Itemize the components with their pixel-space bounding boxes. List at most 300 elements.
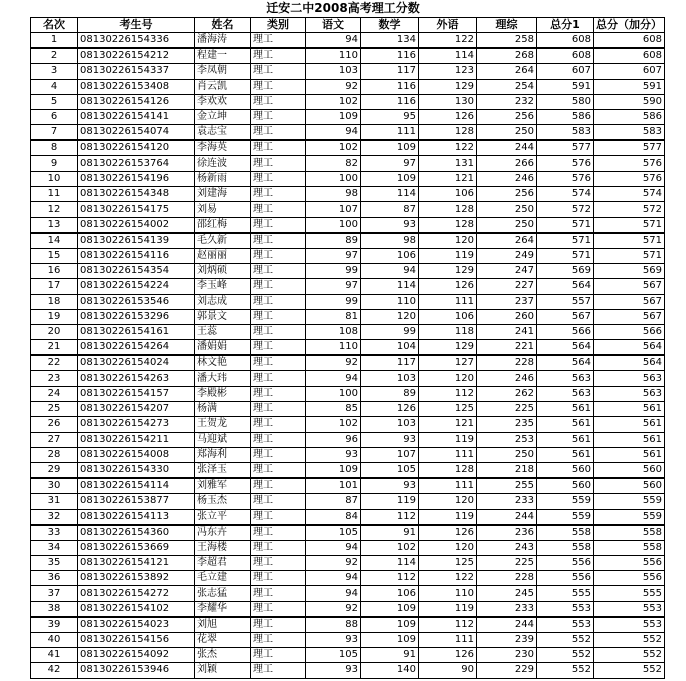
- exam-id-cell[interactable]: 08130226154360: [78, 525, 195, 541]
- science-cell[interactable]: 250: [477, 125, 537, 141]
- exam-id-cell[interactable]: 08130226154008: [78, 447, 195, 462]
- science-cell[interactable]: 244: [477, 617, 537, 633]
- name-cell[interactable]: 张立平: [195, 509, 251, 525]
- exam-id-cell[interactable]: 08130226154157: [78, 386, 195, 401]
- math-cell[interactable]: 109: [361, 601, 419, 617]
- science-cell[interactable]: 250: [477, 217, 537, 233]
- math-cell[interactable]: 103: [361, 417, 419, 432]
- total1-cell[interactable]: 558: [537, 540, 594, 555]
- total1-cell[interactable]: 559: [537, 509, 594, 525]
- exam-id-cell[interactable]: 08130226154348: [78, 187, 195, 202]
- math-cell[interactable]: 116: [361, 94, 419, 109]
- total-bonus-cell[interactable]: 608: [594, 48, 665, 64]
- science-cell[interactable]: 256: [477, 187, 537, 202]
- name-cell[interactable]: 张杰: [195, 648, 251, 663]
- foreign-language-cell[interactable]: 122: [419, 140, 477, 156]
- exam-id-cell[interactable]: 08130226154114: [78, 478, 195, 494]
- total1-cell[interactable]: 572: [537, 202, 594, 217]
- header-chinese[interactable]: 语文: [306, 18, 361, 33]
- math-cell[interactable]: 87: [361, 202, 419, 217]
- science-cell[interactable]: 227: [477, 279, 537, 294]
- total-bonus-cell[interactable]: 552: [594, 663, 665, 678]
- exam-id-cell[interactable]: 08130226154161: [78, 325, 195, 340]
- name-cell[interactable]: 李玉峰: [195, 279, 251, 294]
- science-cell[interactable]: 253: [477, 432, 537, 447]
- chinese-cell[interactable]: 92: [306, 555, 361, 570]
- math-cell[interactable]: 117: [361, 355, 419, 371]
- chinese-cell[interactable]: 92: [306, 601, 361, 617]
- chinese-cell[interactable]: 94: [306, 586, 361, 601]
- foreign-language-cell[interactable]: 129: [419, 340, 477, 356]
- foreign-language-cell[interactable]: 111: [419, 447, 477, 462]
- name-cell[interactable]: 林文艳: [195, 355, 251, 371]
- name-cell[interactable]: 刘志成: [195, 294, 251, 309]
- exam-id-cell[interactable]: 08130226154336: [78, 33, 195, 49]
- chinese-cell[interactable]: 103: [306, 64, 361, 79]
- header-total-bonus[interactable]: 总分（加分）: [594, 18, 665, 33]
- name-cell[interactable]: 李超君: [195, 555, 251, 570]
- chinese-cell[interactable]: 93: [306, 632, 361, 647]
- rank-cell[interactable]: 9: [31, 156, 78, 171]
- exam-id-cell[interactable]: 08130226153892: [78, 571, 195, 586]
- science-cell[interactable]: 225: [477, 555, 537, 570]
- chinese-cell[interactable]: 107: [306, 202, 361, 217]
- chinese-cell[interactable]: 99: [306, 263, 361, 278]
- total1-cell[interactable]: 608: [537, 33, 594, 49]
- foreign-language-cell[interactable]: 131: [419, 156, 477, 171]
- category-cell[interactable]: 理工: [251, 494, 306, 509]
- name-cell[interactable]: 郑海利: [195, 447, 251, 462]
- total-bonus-cell[interactable]: 577: [594, 140, 665, 156]
- category-cell[interactable]: 理工: [251, 140, 306, 156]
- rank-cell[interactable]: 4: [31, 79, 78, 94]
- total1-cell[interactable]: 556: [537, 555, 594, 570]
- rank-cell[interactable]: 42: [31, 663, 78, 678]
- math-cell[interactable]: 89: [361, 386, 419, 401]
- exam-id-cell[interactable]: 08130226154207: [78, 402, 195, 417]
- science-cell[interactable]: 233: [477, 494, 537, 509]
- science-cell[interactable]: 239: [477, 632, 537, 647]
- science-cell[interactable]: 268: [477, 48, 537, 64]
- science-cell[interactable]: 221: [477, 340, 537, 356]
- total-bonus-cell[interactable]: 571: [594, 217, 665, 233]
- total-bonus-cell[interactable]: 607: [594, 64, 665, 79]
- name-cell[interactable]: 花翠: [195, 632, 251, 647]
- science-cell[interactable]: 244: [477, 509, 537, 525]
- foreign-language-cell[interactable]: 114: [419, 48, 477, 64]
- chinese-cell[interactable]: 97: [306, 279, 361, 294]
- exam-id-cell[interactable]: 08130226153296: [78, 309, 195, 324]
- total1-cell[interactable]: 561: [537, 447, 594, 462]
- chinese-cell[interactable]: 97: [306, 248, 361, 263]
- chinese-cell[interactable]: 102: [306, 140, 361, 156]
- total-bonus-cell[interactable]: 590: [594, 94, 665, 109]
- name-cell[interactable]: 张泽玉: [195, 463, 251, 479]
- rank-cell[interactable]: 2: [31, 48, 78, 64]
- science-cell[interactable]: 264: [477, 64, 537, 79]
- category-cell[interactable]: 理工: [251, 340, 306, 356]
- exam-id-cell[interactable]: 08130226154211: [78, 432, 195, 447]
- total-bonus-cell[interactable]: 556: [594, 571, 665, 586]
- rank-cell[interactable]: 15: [31, 248, 78, 263]
- total1-cell[interactable]: 577: [537, 140, 594, 156]
- math-cell[interactable]: 110: [361, 294, 419, 309]
- rank-cell[interactable]: 13: [31, 217, 78, 233]
- exam-id-cell[interactable]: 08130226154212: [78, 48, 195, 64]
- foreign-language-cell[interactable]: 128: [419, 202, 477, 217]
- category-cell[interactable]: 理工: [251, 325, 306, 340]
- math-cell[interactable]: 103: [361, 371, 419, 386]
- science-cell[interactable]: 260: [477, 309, 537, 324]
- name-cell[interactable]: 冯东卉: [195, 525, 251, 541]
- foreign-language-cell[interactable]: 128: [419, 125, 477, 141]
- category-cell[interactable]: 理工: [251, 509, 306, 525]
- category-cell[interactable]: 理工: [251, 79, 306, 94]
- exam-id-cell[interactable]: 08130226154175: [78, 202, 195, 217]
- science-cell[interactable]: 266: [477, 156, 537, 171]
- exam-id-cell[interactable]: 08130226154272: [78, 586, 195, 601]
- name-cell[interactable]: 潘娟娟: [195, 340, 251, 356]
- math-cell[interactable]: 98: [361, 233, 419, 249]
- math-cell[interactable]: 112: [361, 509, 419, 525]
- rank-cell[interactable]: 26: [31, 417, 78, 432]
- chinese-cell[interactable]: 92: [306, 79, 361, 94]
- exam-id-cell[interactable]: 08130226154024: [78, 355, 195, 371]
- foreign-language-cell[interactable]: 120: [419, 494, 477, 509]
- total1-cell[interactable]: 571: [537, 248, 594, 263]
- math-cell[interactable]: 107: [361, 447, 419, 462]
- exam-id-cell[interactable]: 08130226154156: [78, 632, 195, 647]
- total1-cell[interactable]: 576: [537, 156, 594, 171]
- total1-cell[interactable]: 555: [537, 586, 594, 601]
- exam-id-cell[interactable]: 08130226153946: [78, 663, 195, 678]
- foreign-language-cell[interactable]: 128: [419, 217, 477, 233]
- total-bonus-cell[interactable]: 558: [594, 540, 665, 555]
- name-cell[interactable]: 刘炳硕: [195, 263, 251, 278]
- total-bonus-cell[interactable]: 586: [594, 110, 665, 125]
- foreign-language-cell[interactable]: 126: [419, 525, 477, 541]
- science-cell[interactable]: 246: [477, 371, 537, 386]
- total-bonus-cell[interactable]: 576: [594, 171, 665, 186]
- foreign-language-cell[interactable]: 111: [419, 632, 477, 647]
- total-bonus-cell[interactable]: 564: [594, 340, 665, 356]
- exam-id-cell[interactable]: 08130226154113: [78, 509, 195, 525]
- total1-cell[interactable]: 607: [537, 64, 594, 79]
- name-cell[interactable]: 刘旭: [195, 617, 251, 633]
- header-foreign-language[interactable]: 外语: [419, 18, 477, 33]
- total1-cell[interactable]: 563: [537, 386, 594, 401]
- name-cell[interactable]: 李海英: [195, 140, 251, 156]
- science-cell[interactable]: 245: [477, 586, 537, 601]
- total1-cell[interactable]: 552: [537, 632, 594, 647]
- total-bonus-cell[interactable]: 583: [594, 125, 665, 141]
- rank-cell[interactable]: 33: [31, 525, 78, 541]
- total1-cell[interactable]: 567: [537, 309, 594, 324]
- rank-cell[interactable]: 19: [31, 309, 78, 324]
- name-cell[interactable]: 李欢欢: [195, 94, 251, 109]
- name-cell[interactable]: 金立坤: [195, 110, 251, 125]
- total1-cell[interactable]: 564: [537, 279, 594, 294]
- exam-id-cell[interactable]: 08130226154141: [78, 110, 195, 125]
- name-cell[interactable]: 张志猛: [195, 586, 251, 601]
- math-cell[interactable]: 93: [361, 432, 419, 447]
- total-bonus-cell[interactable]: 571: [594, 233, 665, 249]
- foreign-language-cell[interactable]: 127: [419, 355, 477, 371]
- category-cell[interactable]: 理工: [251, 233, 306, 249]
- category-cell[interactable]: 理工: [251, 279, 306, 294]
- math-cell[interactable]: 109: [361, 617, 419, 633]
- total1-cell[interactable]: 580: [537, 94, 594, 109]
- chinese-cell[interactable]: 109: [306, 110, 361, 125]
- rank-cell[interactable]: 34: [31, 540, 78, 555]
- science-cell[interactable]: 235: [477, 417, 537, 432]
- category-cell[interactable]: 理工: [251, 663, 306, 678]
- rank-cell[interactable]: 28: [31, 447, 78, 462]
- rank-cell[interactable]: 17: [31, 279, 78, 294]
- total-bonus-cell[interactable]: 559: [594, 494, 665, 509]
- rank-cell[interactable]: 40: [31, 632, 78, 647]
- total1-cell[interactable]: 571: [537, 233, 594, 249]
- total-bonus-cell[interactable]: 563: [594, 386, 665, 401]
- math-cell[interactable]: 116: [361, 79, 419, 94]
- foreign-language-cell[interactable]: 122: [419, 33, 477, 49]
- total1-cell[interactable]: 552: [537, 648, 594, 663]
- category-cell[interactable]: 理工: [251, 156, 306, 171]
- foreign-language-cell[interactable]: 121: [419, 171, 477, 186]
- math-cell[interactable]: 109: [361, 632, 419, 647]
- category-cell[interactable]: 理工: [251, 202, 306, 217]
- total-bonus-cell[interactable]: 574: [594, 187, 665, 202]
- chinese-cell[interactable]: 94: [306, 371, 361, 386]
- category-cell[interactable]: 理工: [251, 94, 306, 109]
- chinese-cell[interactable]: 81: [306, 309, 361, 324]
- category-cell[interactable]: 理工: [251, 463, 306, 479]
- rank-cell[interactable]: 3: [31, 64, 78, 79]
- foreign-language-cell[interactable]: 106: [419, 309, 477, 324]
- rank-cell[interactable]: 10: [31, 171, 78, 186]
- category-cell[interactable]: 理工: [251, 571, 306, 586]
- chinese-cell[interactable]: 98: [306, 187, 361, 202]
- foreign-language-cell[interactable]: 129: [419, 79, 477, 94]
- rank-cell[interactable]: 22: [31, 355, 78, 371]
- category-cell[interactable]: 理工: [251, 555, 306, 570]
- foreign-language-cell[interactable]: 125: [419, 402, 477, 417]
- science-cell[interactable]: 258: [477, 33, 537, 49]
- name-cell[interactable]: 王海楼: [195, 540, 251, 555]
- category-cell[interactable]: 理工: [251, 110, 306, 125]
- total1-cell[interactable]: 558: [537, 525, 594, 541]
- math-cell[interactable]: 91: [361, 525, 419, 541]
- chinese-cell[interactable]: 109: [306, 463, 361, 479]
- exam-id-cell[interactable]: 08130226154023: [78, 617, 195, 633]
- math-cell[interactable]: 97: [361, 156, 419, 171]
- category-cell[interactable]: 理工: [251, 586, 306, 601]
- rank-cell[interactable]: 27: [31, 432, 78, 447]
- name-cell[interactable]: 刘雅军: [195, 478, 251, 494]
- chinese-cell[interactable]: 100: [306, 217, 361, 233]
- math-cell[interactable]: 99: [361, 325, 419, 340]
- rank-cell[interactable]: 41: [31, 648, 78, 663]
- rank-cell[interactable]: 32: [31, 509, 78, 525]
- science-cell[interactable]: 241: [477, 325, 537, 340]
- total-bonus-cell[interactable]: 572: [594, 202, 665, 217]
- math-cell[interactable]: 120: [361, 309, 419, 324]
- category-cell[interactable]: 理工: [251, 33, 306, 49]
- math-cell[interactable]: 114: [361, 187, 419, 202]
- total-bonus-cell[interactable]: 571: [594, 248, 665, 263]
- total1-cell[interactable]: 561: [537, 417, 594, 432]
- foreign-language-cell[interactable]: 128: [419, 463, 477, 479]
- foreign-language-cell[interactable]: 120: [419, 233, 477, 249]
- category-cell[interactable]: 理工: [251, 540, 306, 555]
- total1-cell[interactable]: 559: [537, 494, 594, 509]
- chinese-cell[interactable]: 105: [306, 525, 361, 541]
- science-cell[interactable]: 249: [477, 248, 537, 263]
- total1-cell[interactable]: 552: [537, 663, 594, 678]
- total-bonus-cell[interactable]: 561: [594, 447, 665, 462]
- name-cell[interactable]: 毛立建: [195, 571, 251, 586]
- math-cell[interactable]: 114: [361, 279, 419, 294]
- category-cell[interactable]: 理工: [251, 617, 306, 633]
- exam-id-cell[interactable]: 08130226154224: [78, 279, 195, 294]
- total-bonus-cell[interactable]: 608: [594, 33, 665, 49]
- total1-cell[interactable]: 571: [537, 217, 594, 233]
- rank-cell[interactable]: 7: [31, 125, 78, 141]
- name-cell[interactable]: 郭景文: [195, 309, 251, 324]
- category-cell[interactable]: 理工: [251, 125, 306, 141]
- header-total1[interactable]: 总分1: [537, 18, 594, 33]
- rank-cell[interactable]: 24: [31, 386, 78, 401]
- total1-cell[interactable]: 557: [537, 294, 594, 309]
- exam-id-cell[interactable]: 08130226154330: [78, 463, 195, 479]
- category-cell[interactable]: 理工: [251, 601, 306, 617]
- total-bonus-cell[interactable]: 563: [594, 371, 665, 386]
- foreign-language-cell[interactable]: 120: [419, 371, 477, 386]
- chinese-cell[interactable]: 99: [306, 294, 361, 309]
- total-bonus-cell[interactable]: 560: [594, 463, 665, 479]
- exam-id-cell[interactable]: 08130226154264: [78, 340, 195, 356]
- foreign-language-cell[interactable]: 111: [419, 294, 477, 309]
- name-cell[interactable]: 李耀华: [195, 601, 251, 617]
- chinese-cell[interactable]: 108: [306, 325, 361, 340]
- header-rank[interactable]: 名次: [31, 18, 78, 33]
- rank-cell[interactable]: 29: [31, 463, 78, 479]
- category-cell[interactable]: 理工: [251, 263, 306, 278]
- header-category[interactable]: 类别: [251, 18, 306, 33]
- science-cell[interactable]: 243: [477, 540, 537, 555]
- math-cell[interactable]: 106: [361, 248, 419, 263]
- total1-cell[interactable]: 553: [537, 601, 594, 617]
- category-cell[interactable]: 理工: [251, 402, 306, 417]
- science-cell[interactable]: 250: [477, 202, 537, 217]
- total1-cell[interactable]: 566: [537, 325, 594, 340]
- science-cell[interactable]: 246: [477, 171, 537, 186]
- category-cell[interactable]: 理工: [251, 371, 306, 386]
- foreign-language-cell[interactable]: 118: [419, 325, 477, 340]
- rank-cell[interactable]: 11: [31, 187, 78, 202]
- math-cell[interactable]: 116: [361, 48, 419, 64]
- category-cell[interactable]: 理工: [251, 355, 306, 371]
- category-cell[interactable]: 理工: [251, 447, 306, 462]
- rank-cell[interactable]: 1: [31, 33, 78, 49]
- math-cell[interactable]: 126: [361, 402, 419, 417]
- math-cell[interactable]: 111: [361, 125, 419, 141]
- math-cell[interactable]: 109: [361, 140, 419, 156]
- total-bonus-cell[interactable]: 561: [594, 402, 665, 417]
- math-cell[interactable]: 140: [361, 663, 419, 678]
- total-bonus-cell[interactable]: 561: [594, 417, 665, 432]
- foreign-language-cell[interactable]: 121: [419, 417, 477, 432]
- total1-cell[interactable]: 560: [537, 463, 594, 479]
- name-cell[interactable]: 杨玉杰: [195, 494, 251, 509]
- category-cell[interactable]: 理工: [251, 432, 306, 447]
- exam-id-cell[interactable]: 08130226154273: [78, 417, 195, 432]
- rank-cell[interactable]: 8: [31, 140, 78, 156]
- rank-cell[interactable]: 35: [31, 555, 78, 570]
- exam-id-cell[interactable]: 08130226154126: [78, 94, 195, 109]
- rank-cell[interactable]: 6: [31, 110, 78, 125]
- rank-cell[interactable]: 20: [31, 325, 78, 340]
- chinese-cell[interactable]: 94: [306, 571, 361, 586]
- science-cell[interactable]: 233: [477, 601, 537, 617]
- total-bonus-cell[interactable]: 564: [594, 355, 665, 371]
- math-cell[interactable]: 93: [361, 217, 419, 233]
- name-cell[interactable]: 徐连波: [195, 156, 251, 171]
- name-cell[interactable]: 潘海涛: [195, 33, 251, 49]
- chinese-cell[interactable]: 85: [306, 402, 361, 417]
- exam-id-cell[interactable]: 08130226154092: [78, 648, 195, 663]
- foreign-language-cell[interactable]: 112: [419, 386, 477, 401]
- total-bonus-cell[interactable]: 555: [594, 586, 665, 601]
- rank-cell[interactable]: 36: [31, 571, 78, 586]
- total1-cell[interactable]: 583: [537, 125, 594, 141]
- science-cell[interactable]: 218: [477, 463, 537, 479]
- total1-cell[interactable]: 564: [537, 355, 594, 371]
- name-cell[interactable]: 刘易: [195, 202, 251, 217]
- name-cell[interactable]: 李凤朝: [195, 64, 251, 79]
- math-cell[interactable]: 117: [361, 64, 419, 79]
- category-cell[interactable]: 理工: [251, 64, 306, 79]
- name-cell[interactable]: 杨满: [195, 402, 251, 417]
- science-cell[interactable]: 244: [477, 140, 537, 156]
- science-cell[interactable]: 247: [477, 263, 537, 278]
- foreign-language-cell[interactable]: 119: [419, 601, 477, 617]
- foreign-language-cell[interactable]: 90: [419, 663, 477, 678]
- exam-id-cell[interactable]: 08130226154121: [78, 555, 195, 570]
- chinese-cell[interactable]: 84: [306, 509, 361, 525]
- math-cell[interactable]: 94: [361, 263, 419, 278]
- rank-cell[interactable]: 21: [31, 340, 78, 356]
- rank-cell[interactable]: 5: [31, 94, 78, 109]
- chinese-cell[interactable]: 96: [306, 432, 361, 447]
- total1-cell[interactable]: 563: [537, 371, 594, 386]
- header-name[interactable]: 姓名: [195, 18, 251, 33]
- total-bonus-cell[interactable]: 567: [594, 309, 665, 324]
- math-cell[interactable]: 109: [361, 171, 419, 186]
- name-cell[interactable]: 程建一: [195, 48, 251, 64]
- chinese-cell[interactable]: 105: [306, 648, 361, 663]
- total-bonus-cell[interactable]: 576: [594, 156, 665, 171]
- total1-cell[interactable]: 591: [537, 79, 594, 94]
- name-cell[interactable]: 邵红梅: [195, 217, 251, 233]
- total1-cell[interactable]: 564: [537, 340, 594, 356]
- science-cell[interactable]: 228: [477, 355, 537, 371]
- rank-cell[interactable]: 14: [31, 233, 78, 249]
- name-cell[interactable]: 王蕊: [195, 325, 251, 340]
- chinese-cell[interactable]: 102: [306, 417, 361, 432]
- total1-cell[interactable]: 574: [537, 187, 594, 202]
- chinese-cell[interactable]: 94: [306, 540, 361, 555]
